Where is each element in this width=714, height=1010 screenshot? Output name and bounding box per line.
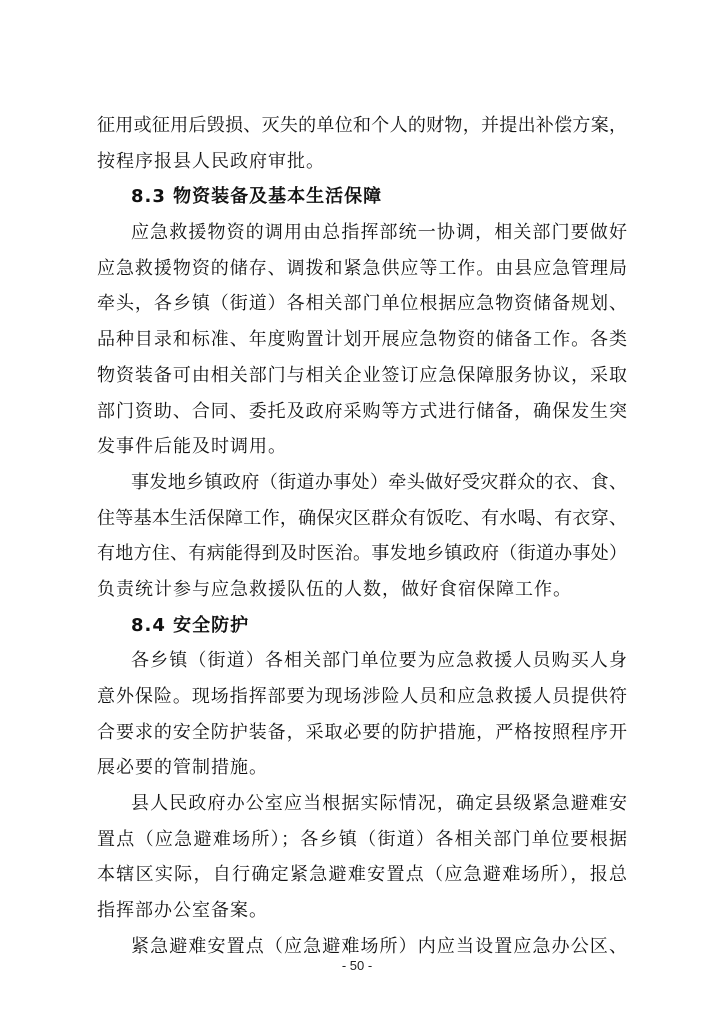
document-body: [97, 108, 627, 965]
text-line: 事发地乡镇政府（街道办事处）牵头做好受灾群众的衣、食、: [131, 471, 627, 493]
text-line: 展必要的管制措施。: [97, 757, 268, 779]
text-line: 征用或征用后毁损、灭失的单位和个人的财物，并提出补偿方案，: [97, 115, 627, 136]
text-line: 应急救援物资的储存、调拨和紧急供应等工作。由县应急管理局: [97, 257, 627, 279]
section-heading-8-4: 8.4 安全防护: [131, 614, 250, 636]
text-line: 住等基本生活保障工作，确保灾区群众有饭吃、有水喝、有衣穿、: [97, 507, 627, 529]
text-line: 发事件后能及时调用。: [97, 436, 287, 458]
text-line: 品种目录和标准、年度购置计划开展应急物资的储备工作。各类: [97, 329, 627, 351]
text-line: 指挥部办公室备案。: [97, 900, 268, 922]
text-line: 负责统计参与应急救援队伍的人数，做好食宿保障工作。: [97, 578, 572, 600]
text-line: 意外保险。现场指挥部要为现场涉险人员和应急救援人员提供符: [97, 686, 627, 707]
section-heading-8-3: 8.3 物资装备及基本生活保障: [131, 186, 383, 208]
text-line: 牵头，各乡镇（街道）各相关部门单位根据应急物资储备规划、: [97, 293, 627, 315]
page-number: - 50 -: [341, 958, 373, 973]
text-line: 应急救援物资的调用由总指挥部统一协调，相关部门要做好: [131, 222, 627, 244]
text-line: 按程序报县人民政府审批。: [97, 150, 325, 172]
text-line: 紧急避难安置点（应急避难场所）内应当设置应急办公区、: [131, 935, 627, 957]
text-line: 合要求的安全防护装备，采取必要的防护措施，严格按照程序开: [97, 721, 627, 743]
text-line: 各乡镇（街道）各相关部门单位要为应急救援人员购买人身: [131, 650, 627, 672]
text-line: 县人民政府办公室应当根据实际情况，确定县级紧急避难安: [131, 793, 627, 815]
text-line: 部门资助、合同、委托及政府采购等方式进行储备，确保发生突: [97, 400, 627, 422]
text-line: 本辖区实际，自行确定紧急避难安置点（应急避难场所），报总: [97, 864, 627, 886]
text-line: 有地方住、有病能得到及时医治。事发地乡镇政府（街道办事处）: [97, 543, 627, 565]
text-line: 置点（应急避难场所）；各乡镇（街道）各相关部门单位要根据: [97, 828, 627, 850]
text-line: 物资装备可由相关部门与相关企业签订应急保障服务协议，采取: [97, 364, 627, 386]
